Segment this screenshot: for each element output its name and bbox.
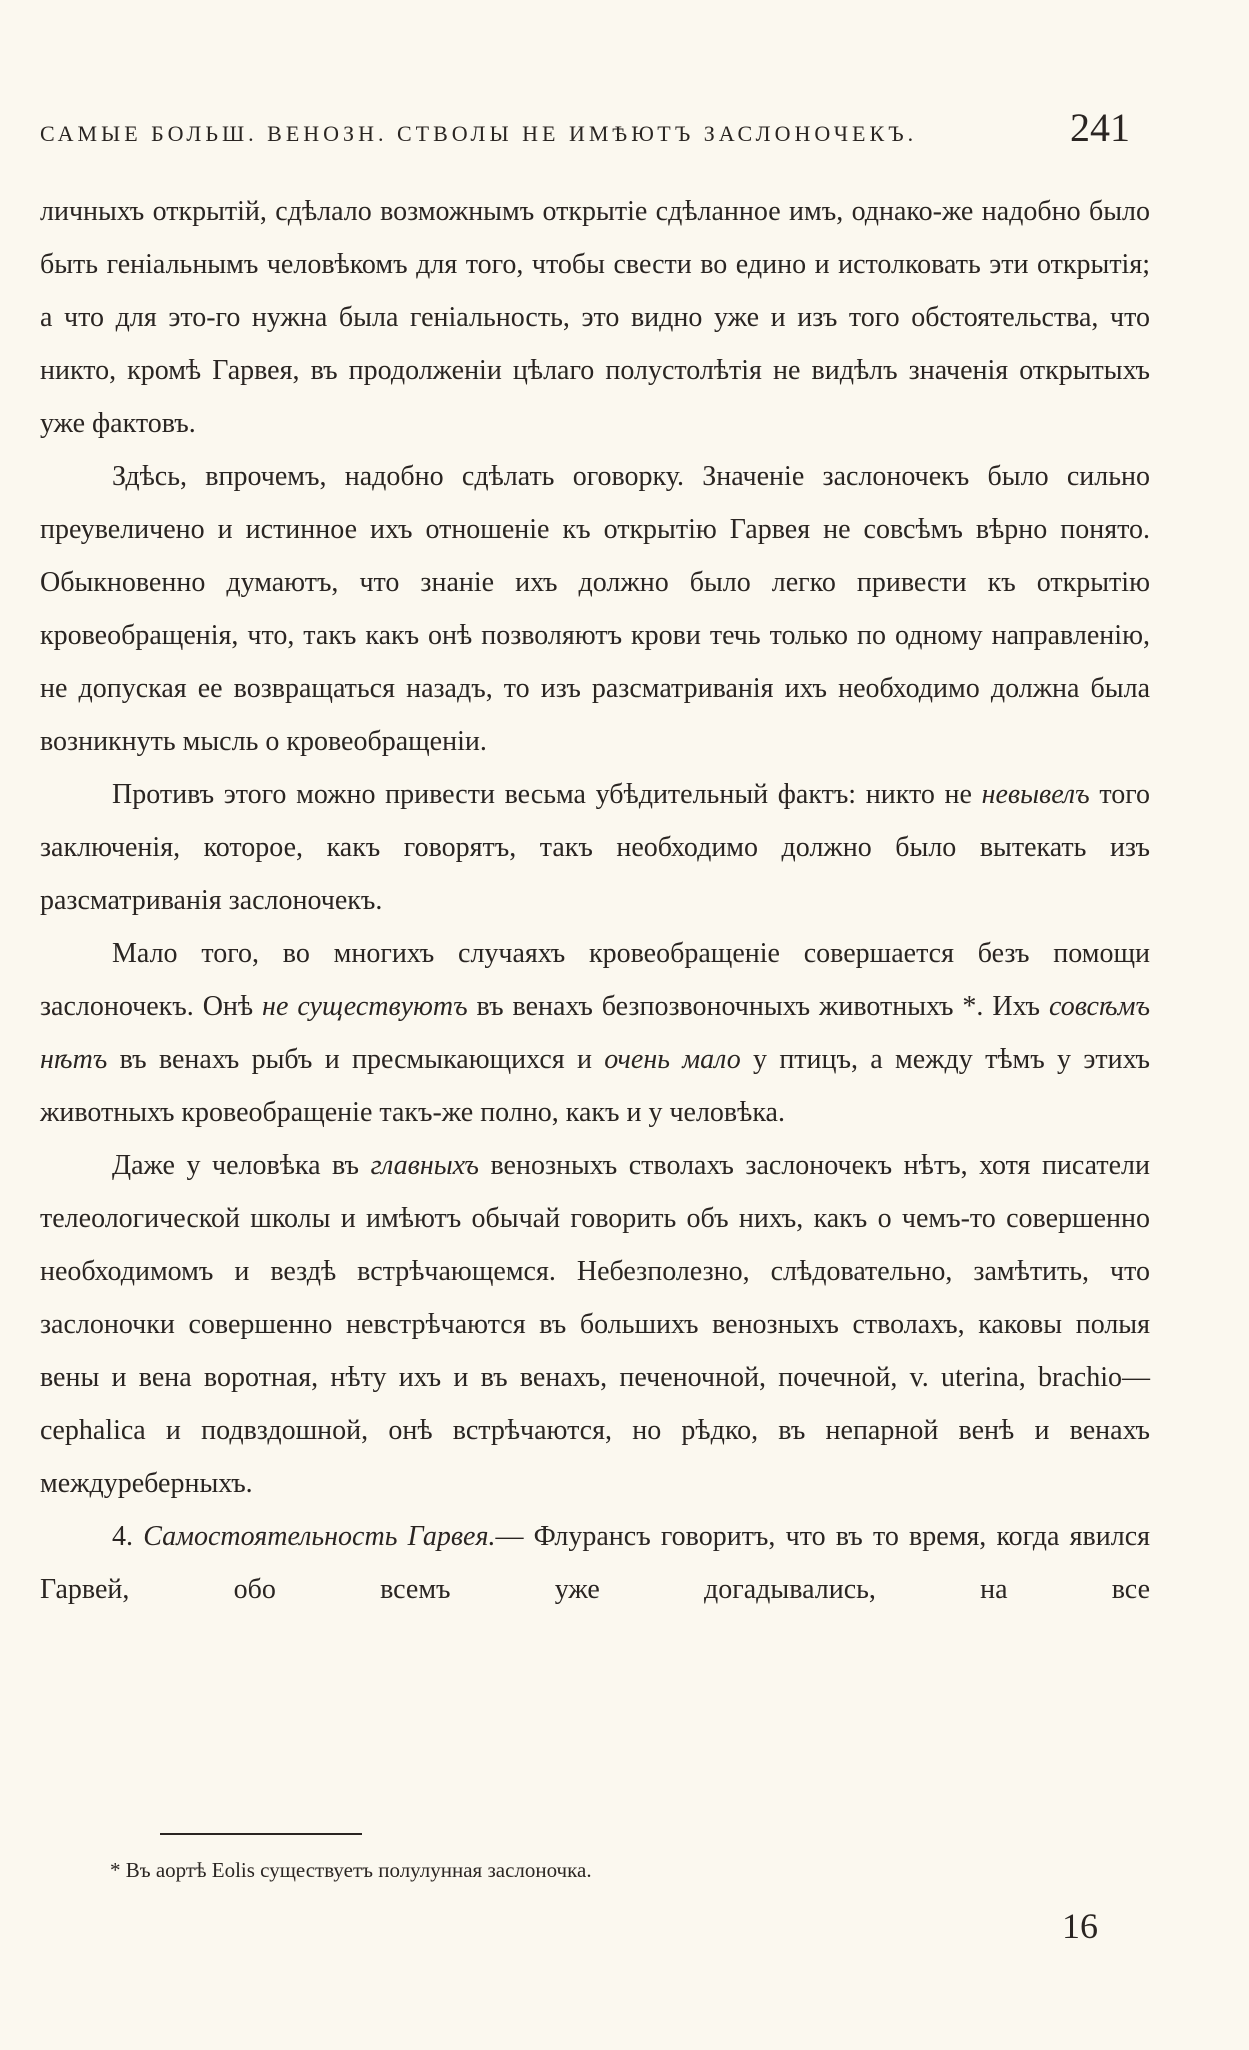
paragraph-text: въ венахъ безпозвоночныхъ животныхъ *. Ихъ	[467, 991, 1049, 1022]
paragraph-text: личныхъ открытій, сдѣлало возможнымъ открытіе сдѣланное имъ, однако-же надобно было быть геніальнымъ человѣкомъ для того, чтобы свести во едино и истолковать эти открытія; а что для это-го нужна была геніальность, это видно уже и изъ того обстоятельства, что никто, кромѣ Гарвея, въ продолженіи цѣлаго полустолѣтія не видѣлъ значенія открытыхъ уже фактовъ.	[40, 196, 1150, 439]
body-text	[40, 185, 1150, 1616]
signature-mark: 16	[1062, 1906, 1098, 1946]
footnote-divider	[160, 1833, 362, 1835]
running-head-title: САМЫЕ БОЛЬШ. ВЕНОЗН. СТВОЛЫ НЕ ИМѢЮТЪ ЗАСЛОНОЧЕКЪ.	[40, 121, 918, 146]
paragraph-text: Противъ этого можно привести весьма убѣдительный фактъ: никто не	[112, 779, 982, 810]
paragraph	[40, 768, 1150, 927]
emphasized-text: не существуютъ	[262, 991, 468, 1022]
emphasized-text: Самостоятельность Гарвея.	[143, 1521, 496, 1552]
paragraph-text: у птицъ, а между тѣмъ у этихъ животныхъ кровеобращеніе такъ-же полно, какъ и у человѣка.	[40, 1044, 1150, 1128]
footnote: * Въ аортѣ Eolis существуетъ полулунная заслоночка.	[110, 1858, 592, 1882]
running-head	[40, 105, 1130, 150]
paragraph-text: Здѣсь, впрочемъ, надобно сдѣлать оговорку. Значеніе заслоночекъ было сильно преувеличено и истинное ихъ отношеніе къ открытію Гарвея не совсѣмъ вѣрно понято. Обыкновенно думаютъ, что знаніе ихъ должно было легко привести къ открытію кровеобращенія, что, такъ какъ онѣ позволяютъ крови течь только по одному направленію, не допуская ее возвращаться назадъ, то изъ разсматриванія ихъ необходимо должна была возникнуть мысль о кровеобращеніи.	[40, 461, 1150, 757]
paragraph-text: того заключенія, которое, какъ говорятъ, такъ необходимо должно было вытекать изъ разсматриванія заслоночекъ.	[40, 779, 1151, 916]
emphasized-text: очень мало	[604, 1044, 741, 1075]
emphasized-text: главныхъ	[370, 1150, 479, 1181]
emphasized-text: невывелъ	[981, 779, 1090, 810]
paragraph-text: — Флурансъ говоритъ, что въ то время, когда явился Гарвей, обо всемъ уже догадывались, на все	[40, 1521, 1151, 1605]
paragraph	[40, 1139, 1150, 1510]
emphasized-text: совсѣмъ нѣтъ	[40, 991, 1150, 1075]
paragraph	[40, 1510, 1150, 1616]
paragraph	[40, 450, 1150, 768]
paragraph-text: Даже у человѣка въ	[112, 1150, 371, 1181]
paragraph-text: 4.	[112, 1521, 144, 1552]
paragraph	[40, 927, 1150, 1139]
paragraph-text: Мало того, во многихъ случаяхъ кровеобращеніе совершается безъ помощи заслоночекъ. Онѣ	[40, 938, 1150, 1022]
paragraph	[40, 185, 1150, 450]
page-number: 241	[1070, 105, 1130, 150]
paragraph-text: венозныхъ стволахъ заслоночекъ нѣтъ, хотя писатели телеологической школы и имѣютъ обычай говорить объ нихъ, какъ о чемъ-то совершенно необходимомъ и вездѣ встрѣчающемся. Небезполезно, слѣдовательно, замѣтить, что заслоночки совершенно невстрѣчаются въ большихъ венозныхъ стволахъ, каковы полыя вены и вена воротная, нѣту ихъ и въ венахъ, печеночной, почечной, v. uterina, brachio—cephalica и подвздошной, онѣ встрѣчаются, но рѣдко, въ непарной венѣ и венахъ междуреберныхъ.	[40, 1150, 1151, 1499]
paragraph-text: въ венахъ рыбъ и пресмыкающихся и	[107, 1044, 605, 1075]
